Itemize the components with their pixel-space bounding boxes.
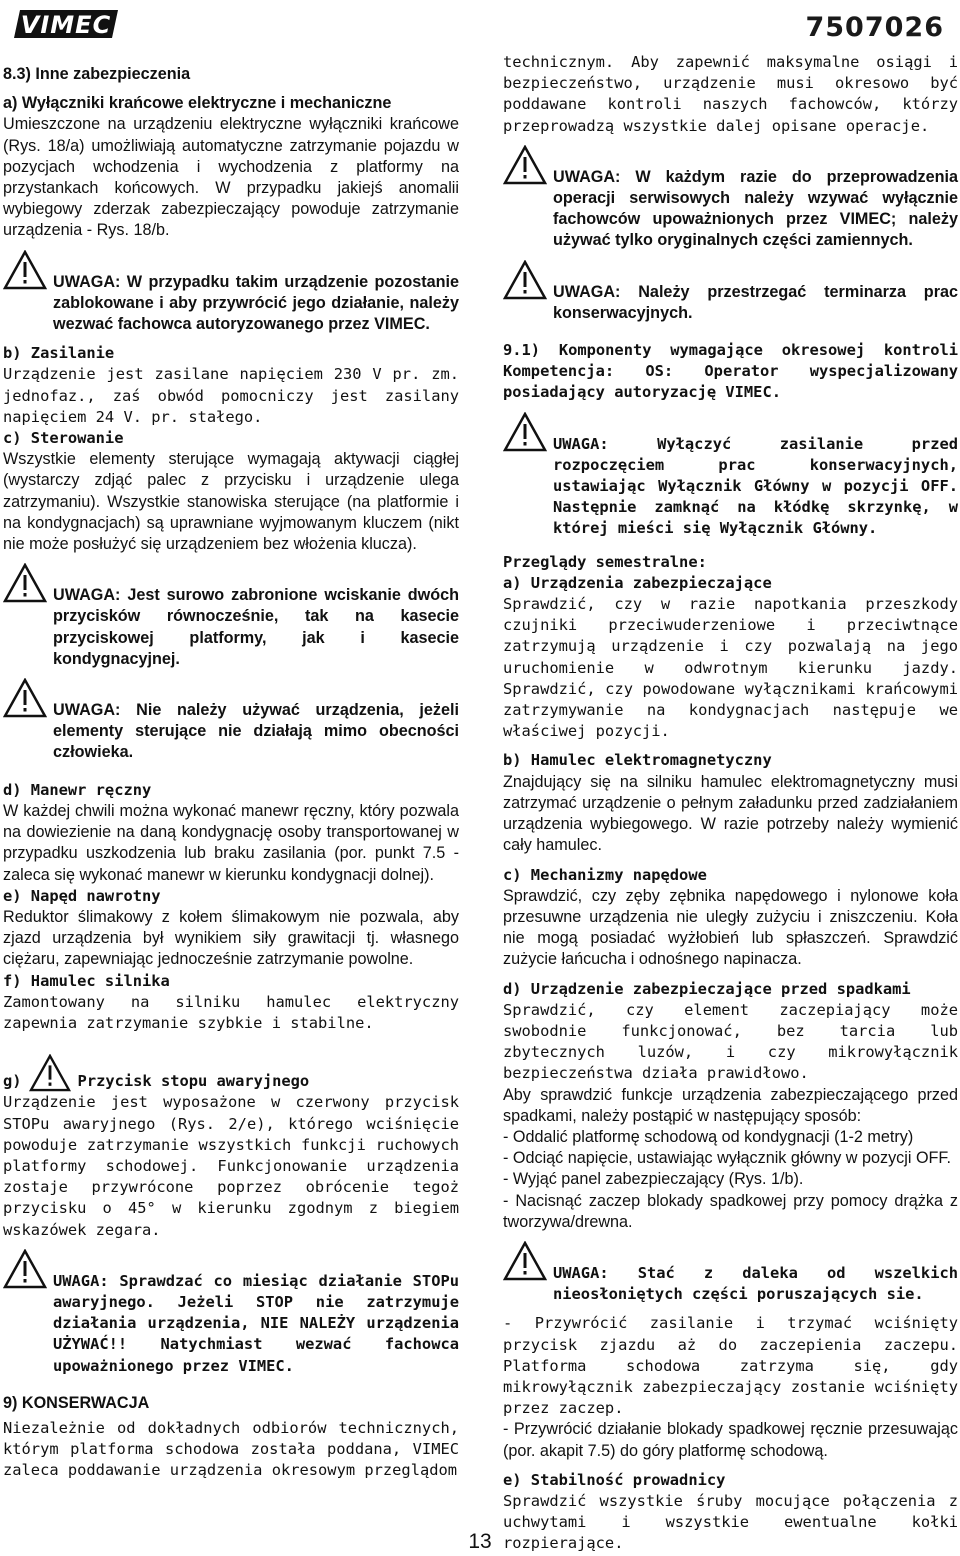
section-9-continued-text: technicznym. Aby zapewnić maksymalne osiągi i bezpieczeństwo, urządzenie musi okresowo być poddawane kontroli naszych fachowców, którzy przeprowadzą wszystkie dalej opisane operacje.: [503, 53, 958, 135]
subsection-g-letter: g): [3, 1072, 22, 1091]
warning-text-1: UWAGA: W przypadku takim urządzenie pozostanie zablokowane i aby przywrócić jego działanie, należy wezwać fachowca autoryzowanego przez VIMEC.: [53, 272, 459, 334]
document-number: 7507026: [805, 12, 944, 43]
procedure-step: - Przywrócić działanie blokady spadkowej ręcznie przesuwając (por. akapit 7.5) do góry platformę schodową.: [503, 1420, 958, 1460]
check-e-title: e) Stabilność prowadnicy: [503, 1470, 726, 1489]
semiannual-heading: Przeglądy semestralne:: [503, 552, 707, 571]
warning-triangle-icon: [503, 260, 547, 300]
subsection-e-title: e) Napęd nawrotny: [3, 886, 161, 905]
left-column: [3, 52, 459, 1482]
section-9-1-title: 9.1) Komponenty wymagające okresowej kontroli Kompetencja: OS: Operator wyspecjalizowany posiadający autoryzację VIMEC.: [503, 341, 958, 402]
subsection-a-title: a) Wyłączniki krańcowe elektryczne i mechaniczne: [3, 94, 392, 113]
warning-text-3: UWAGA: Nie należy używać urządzenia, jeżeli elementy sterujące nie działają mimo obecności człowieka.: [53, 701, 459, 762]
page-number: 13: [468, 1530, 492, 1553]
procedure-step: - Przywrócić zasilanie i trzymać wciśnięty przycisk zjazdu aż do zaczepienia zaczepu. Platforma schodowa zatrzyma się, gdy mikrowyłącznik zabezpieczający zostanie wciśnięty przez zaczep.: [503, 1314, 958, 1418]
procedure-step: - Oddalić platformę schodową od kondygnacji (1-2 metry): [503, 1127, 914, 1146]
subsection-e-text: Reduktor ślimakowy z kołem ślimakowym nie pozwala, aby zjazd urządzenia był wynikiem siły grawitacji tj. własnego ciężaru, zapewniając jednocześnie zatrzymanie powolne.: [3, 907, 459, 969]
warning-block-7: [503, 432, 958, 540]
procedure-step: - Wyjąć panel zabezpieczający (Rys. 1/b).: [503, 1170, 804, 1189]
warning-text-5: UWAGA: W każdym razie do przeprowadzenia operacji serwisowych należy wzywać wyłącznie fachowców upoważnionych przez VIMEC; należy używać tylko oryginalnych części zamiennych.: [553, 167, 958, 250]
procedure-step: - Odciąć napięcie, ustawiając wyłącznik główny w pozycji OFF.: [503, 1149, 952, 1168]
warning-text-2: UWAGA: Jest surowo zabronione wciskanie dwóch przycisków równocześnie, tak na kasecie przyciskowej platformy, jak i kasecie kondygnacyjnej.: [53, 586, 459, 668]
warning-block-8: [503, 1261, 958, 1305]
check-a-title: a) Urządzenia zabezpieczające: [503, 573, 772, 592]
subsection-d-text: W każdej chwili można wykonać manewr ręczny, który pozwala na dowiezienie na daną kondygnację osoby transportowanej w przypadku uszkodzenia lub braku zasilania (por. punkt 7.5 - zaleca się wykonać manewr w kierunku kondygnacji dolnej).: [3, 801, 459, 884]
subsection-b-text: Urządzenie jest zasilane napięciem 230 V pr. zm. jednofaz., zaś obwód pomocniczy jest zasilany napięciem 24 V. pr. stałego.: [3, 365, 459, 426]
warning-triangle-icon: [3, 563, 47, 603]
subsection-a-text: Umieszczone na urządzeniu elektryczne wyłączniki krańcowe (Rys. 18/a) umożliwiają automatyczne zatrzymanie pojazdu w pozycjach wchodzenia i wychodzenia z platformy na przystankach końcowych. W przypadku jakiejś anomalii wybiegowy zderzak zabezpieczający powoduje zatrzymanie urządzenia - Rys. 18/b.: [3, 115, 459, 240]
warning-block-2: [3, 583, 459, 670]
warning-text-4: UWAGA: Sprawdzać co miesiąc działanie STOPu awaryjnego. Jeżeli STOP nie zatrzymuje działania urządzenia, NIE NALEŻY urządzenia UŻYWAĆ!! Natychmiast wezwać fachowca upoważnionego przez VIMEC.: [53, 1271, 459, 1375]
warning-triangle-icon: [3, 1249, 47, 1289]
warning-text-6: UWAGA: Należy przestrzegać terminarza prac konserwacyjnych.: [553, 282, 958, 322]
warning-triangle-icon: [3, 250, 47, 290]
warning-block-3: [3, 698, 459, 764]
warning-triangle-icon: [3, 678, 47, 718]
warning-block-1: [3, 270, 459, 336]
subsection-g-text: Urządzenie jest wyposażone w czerwony przycisk STOPu awaryjnego (Rys. 2/e), którego wciśnięcie powoduje zatrzymanie wszystkich funkcji ruchowych platformy schodowej. Funkcjonowanie urządzenia zostaje przywrócone poprzez obrócenie tegoż przycisku o 45° w kierunku zgodnym z biegiem wskazówek zegara.: [3, 1093, 459, 1239]
subsection-g-title: [3, 1054, 459, 1092]
check-d-text: Sprawdzić, czy element zaczepiający może swobodnie funkcjonować, bez tarcia lub zbytecznych luzów, i czy mikrowyłącznik bezpieczeństwa działa prawidłowo.: [503, 1000, 958, 1083]
vimec-logo: [14, 6, 122, 42]
check-d-procedure-intro: Aby sprawdzić funkcje urządzenia zabezpieczającego przed spadkami, należy postąpić w następujący sposób:: [503, 1085, 958, 1125]
warning-block-6: [503, 280, 958, 324]
warning-text-8: UWAGA: Stać z daleka od wszelkich nieosłoniętych części poruszających sie.: [553, 1263, 958, 1304]
warning-block-5: [503, 165, 958, 252]
section-9-title: 9) KONSERWACJA: [3, 1393, 150, 1412]
check-d-title: d) Urządzenie zabezpieczające przed spadkami: [503, 979, 911, 998]
check-b-title: b) Hamulec elektromagnetyczny: [503, 751, 772, 770]
warning-triangle-icon: [503, 145, 547, 185]
section-8-3-title: 8.3) Inne zabezpieczenia: [3, 65, 191, 83]
subsection-f-text: Zamontowany na silniku hamulec elektryczny zapewnia zatrzymanie szybkie i stabilne.: [3, 992, 459, 1032]
subsection-c-title: c) Sterowanie: [3, 429, 124, 448]
subsection-c-text: Wszystkie elementy sterujące wymagają aktywacji ciągłej (wystarczy zdjąć palec z przycisku i urządzenie ulega zatrzymaniu). Wszystkie stanowiska sterujące (na platformie i na kondygnacjach) są uprawniane wyjmowanym kluczem (nikt nie może posłużyć się urządzeniem bez włożenia klucza).: [3, 450, 459, 554]
subsection-g-label: Przycisk stopu awaryjnego: [77, 1072, 310, 1091]
right-column: [503, 52, 958, 1555]
check-c-text: Sprawdzić, czy zęby zębnika napędowego i nylonowe koła przesuwne urządzenia nie uległy zużyciu i zniszczeniu. Koła nie mogą posiadać wyżłobień lub spłaszczeń. Sprawdzić zużycie łańcucha i odnośnego napinacza.: [503, 886, 958, 969]
check-a-text: Sprawdzić, czy w razie napotkania przeszkody czujniki przeciwuderzeniowe i przeciwtnące zatrzymują urządzenie i czy pozwalają na jego uruchomienie w odwrotnym kierunku jazdy. Sprawdzić, czy powodowane wyłącznikami krańcowymi zatrzymywanie na kondygnacjach następuje we właściwej pozycji.: [503, 595, 958, 741]
warning-triangle-icon: [503, 1241, 547, 1281]
svg-text:VIMEC: VIMEC: [20, 11, 112, 39]
check-e-text: Sprawdzić wszystkie śruby mocujące połączenia z uchwytami i wszystkie ewentualne kołki rozpierające.: [503, 1491, 958, 1553]
subsection-d-title: d) Manewr ręczny: [3, 780, 152, 799]
procedure-step: - Nacisnąć zaczep blokady spadkowej przy pomocy drążka z tworzywa/drewna.: [503, 1191, 958, 1231]
warning-triangle-icon: [28, 1054, 72, 1092]
subsection-f-title: f) Hamulec silnika: [3, 971, 170, 990]
warning-block-4: [3, 1269, 459, 1377]
warning-text-7: UWAGA: Wyłączyć zasilanie przed rozpoczęciem prac konserwacyjnych, ustawiając Wyłącznik Główny w pozycji OFF. Następnie zamknąć na kłódkę skrzynkę, w której mieści się Wyłącznik Główny.: [553, 434, 958, 538]
subsection-b-title: b) Zasilanie: [3, 344, 115, 363]
check-b-text: Znajdujący się na silniku hamulec elektromagnetyczny musi zatrzymać urządzenie o pełnym załadunku przed zadziałaniem urządzenia wybiegowego. W razie potrzeby należy wymienić cały hamulec.: [503, 772, 958, 855]
check-c-title: c) Mechanizmy napędowe: [503, 865, 707, 884]
section-9-text: Niezależnie od dokładnych odbiorów technicznych, którym platforma schodowa została poddana, VIMEC zaleca poddawanie urządzenia okresowym przeglądom: [3, 1418, 459, 1480]
warning-triangle-icon: [503, 412, 547, 452]
